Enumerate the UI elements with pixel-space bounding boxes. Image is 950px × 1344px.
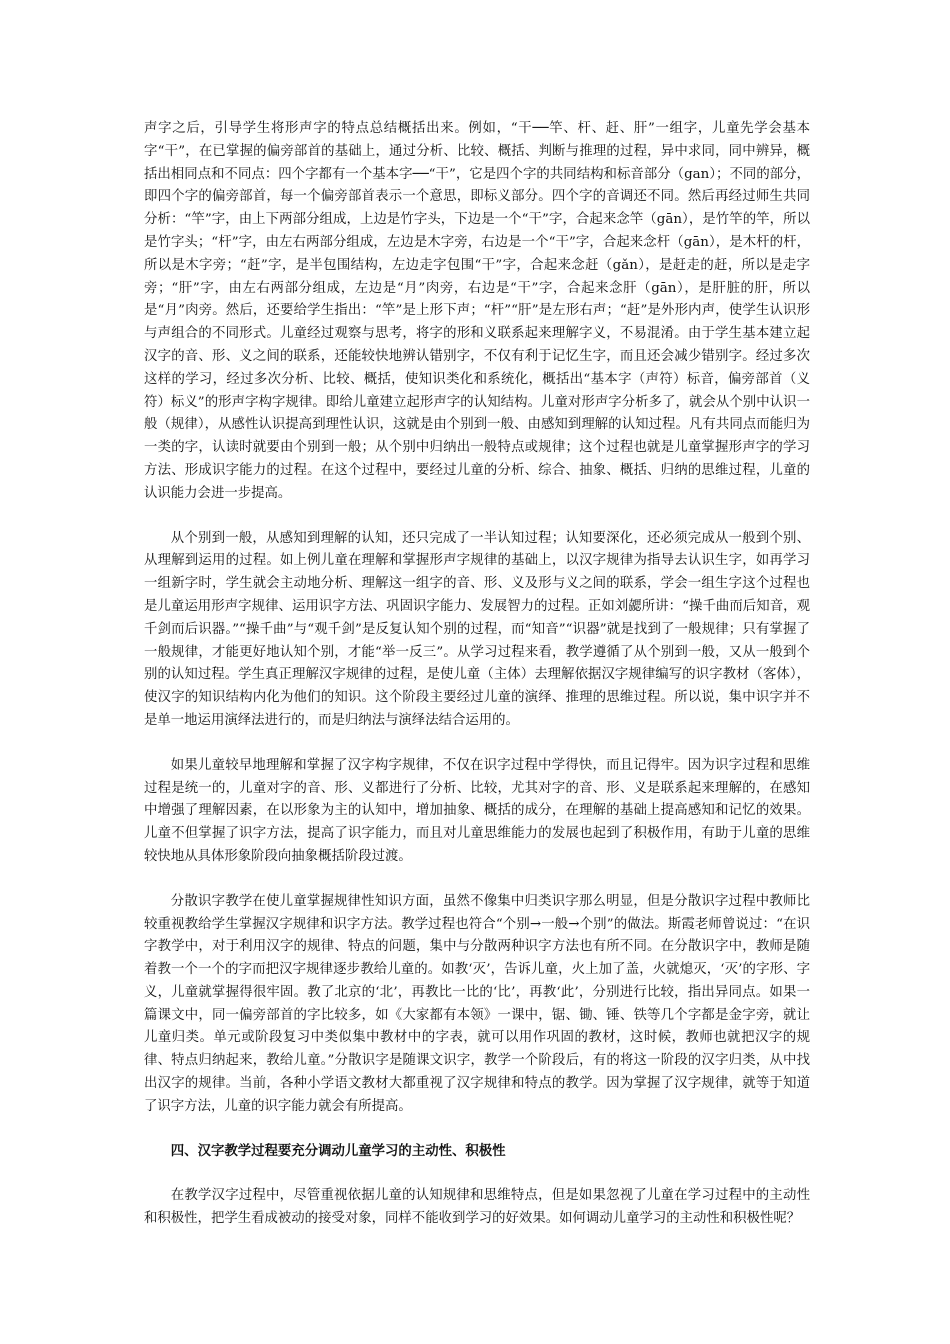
section-heading: 四、汉字教学过程要充分调动儿童学习的主动性、积极性: [170, 1143, 506, 1159]
paragraph-general-to-specific: 从个别到一般，从感知到理解的认知，还只完成了一半认知过程；认知要深化，还必须完成从一般到个别、从理解到运用的过程。如上例儿童在理解和掌握形声字规律的基础上，以汉字规律为指导去认识生字，如再学习一组新字时，学生就会主动地分析、理解这一组字的音、形、义及形与义之间的联系，学会一组生字这个过程也是儿童运用形声字规律、运用识字方法、巩固识字能力、发展智力的过程。正如刘勰所讲：“操千曲而后知音，观千剑而后识器。”“操千曲”与“观千剑”是反复认知个别的过程，而“知音”“识器”就是找到了一般规律；只有掌握了一般规律，才能更好地认知个别，才能“举一反三”。从学习过程来看，教学遵循了从个别到一般，又从一般到个别的认知过程。学生真正理解汉字规律的过程，是使儿童（主体）去理解依据汉字规律编写的识字教材（客体），使汉字的知识结构内化为他们的知识。这个阶段主要经过儿童的演绎、推理的思维过程。所以说，集中识字并不是单一地运用演绎法进行的，而是归纳法与演绎法结合运用的。: [144, 530, 810, 728]
paragraph-early-understanding: 如果儿童较早地理解和掌握了汉字构字规律，不仅在识字过程中学得快，而且记得牢。因为识字过程和思维过程是统一的，儿童对字的音、形、义都进行了分析、比较，尤其对字的音、形、义是联系起来理解的，在感知中增强了理解因素，在以形象为主的认知中，增加抽象、概括的成分，在理解的基础上提高感知和记忆的效果。儿童不但掌握了识字方法，提高了识字能力，而且对儿童思维能力的发展也起到了积极作用，有助于儿童的思维较快地从具体形象阶段向抽象概括阶段过渡。: [144, 757, 810, 864]
paragraph-phonetic-compound-example: 声字之后，引导学生将形声字的特点总结概括出来。例如，“干──竿、杆、赶、肝”一组字，儿童先学会基本字“干”，在已掌握的偏旁部首的基础上，通过分析、比较、概括、判断与推理的过程，异中求同，同中辨异，概括出相同点和不同点：四个字都有一个基本字──“干”，它是四个字的共同结构和标音部分（gan）；不同的部分，即四个字的偏旁部首，每一个偏旁部首表示一个意思，即标义部分。四个字的音调还不同。然后再经过师生共同分析：“竿”字，由上下两部分组成，上边是竹字头，下边是一个“干”字，合起来念竿（gān），是竹竿的竿，所以是竹字头；“杆”字，由左右两部分组成，左边是木字旁，右边是一个“干”字，合起来念杆（gān），是木杆的杆，所以是木字旁；“赶”字，是半包围结构，左边走字包围“干”字，合起来念赶（gǎn），是赶走的赶，所以是走字旁；“肝”字，由左右两部分组成，左边是“月”肉旁，右边是“干”字，合起来念肝（gān），是肝脏的肝，所以是“月”肉旁。然后，还要给学生指出：“竿”是上形下声；“杆”“肝”是左形右声；“赶”是外形内声，使学生认识形与声组合的不同形式。儿童经过观察与思考，将字的形和义联系起来理解字义，不易混淆。由于学生基本建立起汉字的音、形、义之间的联系，还能较快地辨认错别字，不仅有利于记忆生字，而且还会减少错别字。经过多次这样的学习，经过多次分析、比较、概括，使知识类化和系统化，概括出“基本字（声符）标音，偏旁部首（义符）标义”的形声字构字规律。即给儿童建立起形声字的认知结构。儿童对形声字分析多了，就会从个别中认识一般（规律），从感性认识提高到理性认识，这就是由个别到一般、由感知到理解的认知过程。凡有共同点而能归为一类的字，认读时就要由个别到一般；从个别中归纳出一般特点或规律；这个过程也就是儿童掌握形声字的学习方法、形成识字能力的过程。在这个过程中，要经过儿童的分析、综合、抽象、概括、归纳的思维过程，儿童的认识能力会进一步提高。: [144, 121, 810, 501]
paragraph-closing: 在教学汉字过程中，尽管重视依据儿童的认知规律和思维特点，但是如果忽视了儿童在学习过程中的主动性和积极性，把学生看成被动的接受对象，同样不能收到学习的好效果。如何调动儿童学习的主动性和积极性呢？: [144, 1188, 810, 1227]
paragraph-scattered-literacy: 分散识字教学在使儿童掌握规律性知识方面，虽然不像集中归类识字那么明显，但是分散识字过程中教师比较重视教给学生掌握汉字规律和识字方法。教学过程也符合“个别→一般→个别”的做法。斯霞老师曾说过：“在识字教学中，对于利用汉字的规律、特点的问题，集中与分散两种识字方法也有所不同。在分散识字中，教师是随着教一个一个的字而把汉字规律逐步教给儿童的。如教‘灭’，告诉儿童，火上加了盖，火就熄灭，‘灭’的字形、字义，儿童就掌握得很牢固。教了北京的‘北’，再教比一比的‘比’，再教‘此’，分别进行比较，指出异同点。如果一篇课文中，同一偏旁部首的字比较多，如《大家都有本领》一课中，锯、锄、锤、铁等几个字都是金字旁，就让儿童归类。单元或阶段复习中类似集中教材中的字表，就可以用作巩固的教材，这时候，教师也就把汉字的规律、特点归纳起来，教给儿童。”分散识字是随课文识字，教学一个阶段后，有的将这一阶段的汉字归类，从中找出汉字的规律。当前，各种小学语文教材大都重视了汉字规律和特点的教学。因为掌握了汉字规律，就等于知道了识字方法，儿童的识字能力就会有所提高。: [144, 893, 810, 1114]
document-page: [144, 118, 810, 1253]
